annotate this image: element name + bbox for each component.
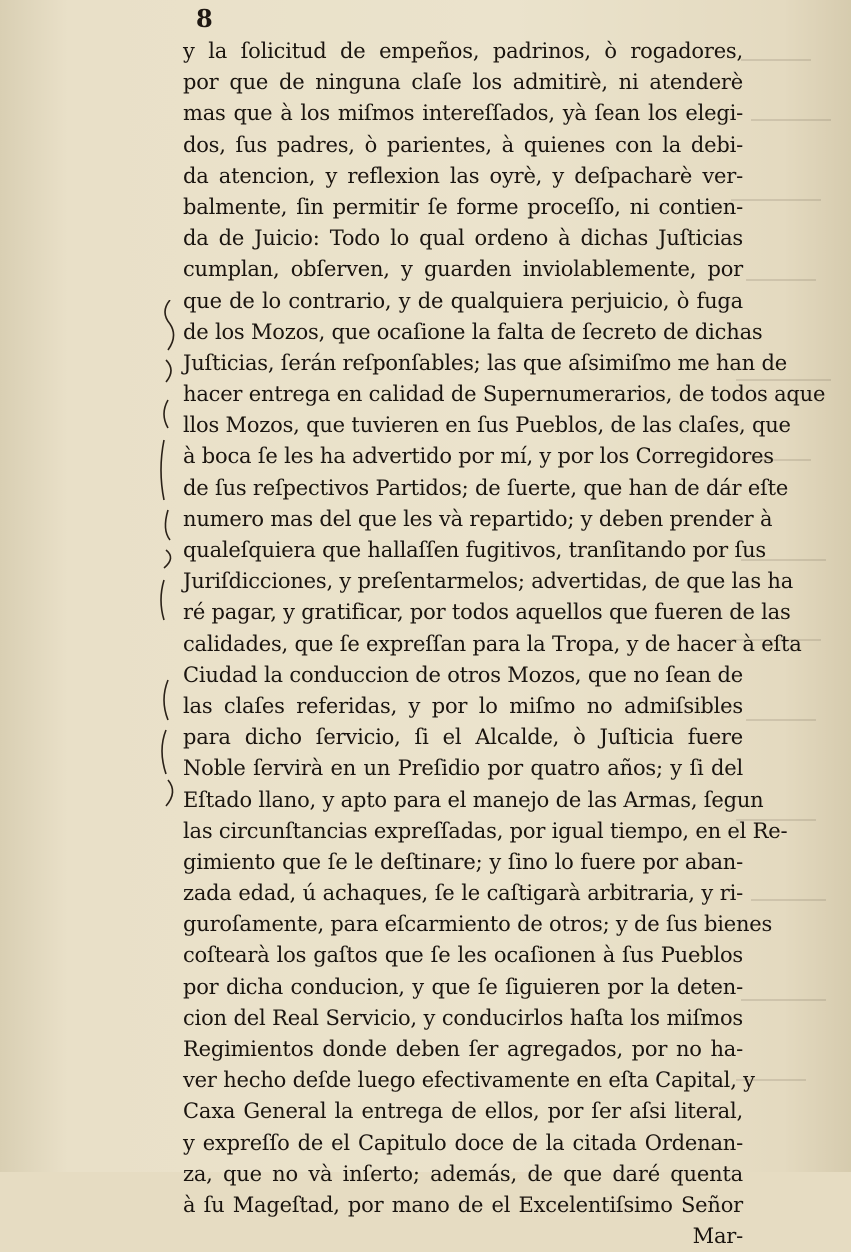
text-line: de ſus reſpectivos Partidos; de ſuerte, que han de dár eſte xyxy=(183,475,789,500)
text-line: las circunſtancias expreſſadas, por igual tiempo, en el Re- xyxy=(183,818,788,843)
text-line: Caxa General la entrega de ellos, por ſer aſsi literal, xyxy=(183,1099,743,1124)
body-text xyxy=(183,36,826,1252)
text-line: numero mas del que les và repartido; y deben prender à xyxy=(183,506,773,531)
text-line: ver hecho deſde luego efectivamente en eſta Capital, y xyxy=(183,1068,755,1093)
text-line: Regimientos donde deben ſer agregados, por no ha- xyxy=(183,1037,743,1061)
text-line: ré pagar, y gratificar, por todos aquellos que fueren de las xyxy=(183,600,791,625)
text-line: Eſtado llano, y apto para el manejo de las Armas, ſegun xyxy=(183,787,764,812)
text-line: Ciudad la conduccion de otros Mozos, que no ſean de xyxy=(183,662,743,687)
text-line: balmente, ſin permitir ſe forme proceſſo, ni contien- xyxy=(183,194,743,219)
text-line: dos, ſus padres, ò parientes, à quienes con la debi- xyxy=(183,132,743,157)
text-line: calidades, que ſe expreſſan para la Tropa, y de hacer à eſta xyxy=(183,631,802,656)
text-line: para dicho ſervicio, ſi el Alcalde, ò Juſticia fuere xyxy=(183,725,743,750)
text-line: de los Mozos, que ocaſione la falta de ſecreto de dichas xyxy=(183,319,763,344)
text-line: y expreſſo de el Capitulo doce de la citada Ordenan- xyxy=(183,1130,743,1155)
text-line: à ſu Mageſtad, por mano de el Excelentiſsimo Señor xyxy=(183,1192,743,1217)
text-line: por dicha conducion, y que ſe ſiguieren por la deten- xyxy=(183,974,743,999)
text-line: da de Juicio: Todo lo qual ordeno à dichas Juſticias xyxy=(183,226,743,251)
text-line: guroſamente, para eſcarmiento de otros; y de ſus bienes xyxy=(183,912,773,937)
text-line: za, que no và inſerto; además, de que daré quenta xyxy=(183,1161,743,1186)
text-line: llos Mozos, que tuvieren en ſus Pueblos, de las claſes, que xyxy=(183,413,791,438)
text-line: mas que à los miſmos intereſſados, yà ſean los elegi- xyxy=(183,101,743,126)
text-line: qualeſquiera que hallaſſen fugitivos, tranſitando por ſus xyxy=(183,538,766,562)
text-line: las claſes referidas, y por lo miſmo no admiſsibles xyxy=(183,693,743,718)
text-line: por que de ninguna claſe los admitirè, ni atenderè xyxy=(183,70,743,95)
text-line: zada edad, ú achaques, ſe le caſtigarà arbitraria, y ri- xyxy=(183,881,743,906)
text-line: que de lo contrario, y de qualquiera perjuicio, ò fuga xyxy=(183,288,743,313)
text-line: gimiento que ſe le deſtinare; y ſino lo fuere por aban- xyxy=(183,849,743,874)
text-line: da atencion, y reflexion las oyrè, y deſpacharè ver- xyxy=(183,163,743,188)
text-line: Juriſdicciones, y preſentarmelos; advertidas, de que las ha xyxy=(183,569,794,594)
text-line: cion del Real Servicio, y conducirlos haſta los miſmos xyxy=(183,1005,743,1030)
page-number: 8 xyxy=(196,4,213,33)
text-line: Noble ſervirà en un Preſidio por quatro años; y ſi del xyxy=(183,756,743,781)
text-line: à boca ſe les ha advertido por mí, y por los Corregidores xyxy=(183,444,774,469)
text-line: y la ſolicitud de empeños, padrinos, ò rogadores, xyxy=(183,39,743,63)
text-line: coſtearà los gaſtos que ſe les ocaſionen à ſus Pueblos xyxy=(183,943,743,968)
text-line: Juſticias, ſerán reſponſables; las que aſsimiſmo me han de xyxy=(183,350,787,375)
text-line: cumplan, obſerven, y guarden inviolablemente, por xyxy=(183,257,743,282)
margin-bracket-marks xyxy=(150,300,180,820)
catchword: Mar- xyxy=(692,1224,743,1249)
text-line: hacer entrega en calidad de Supernumerarios, de todos aque xyxy=(183,382,826,407)
